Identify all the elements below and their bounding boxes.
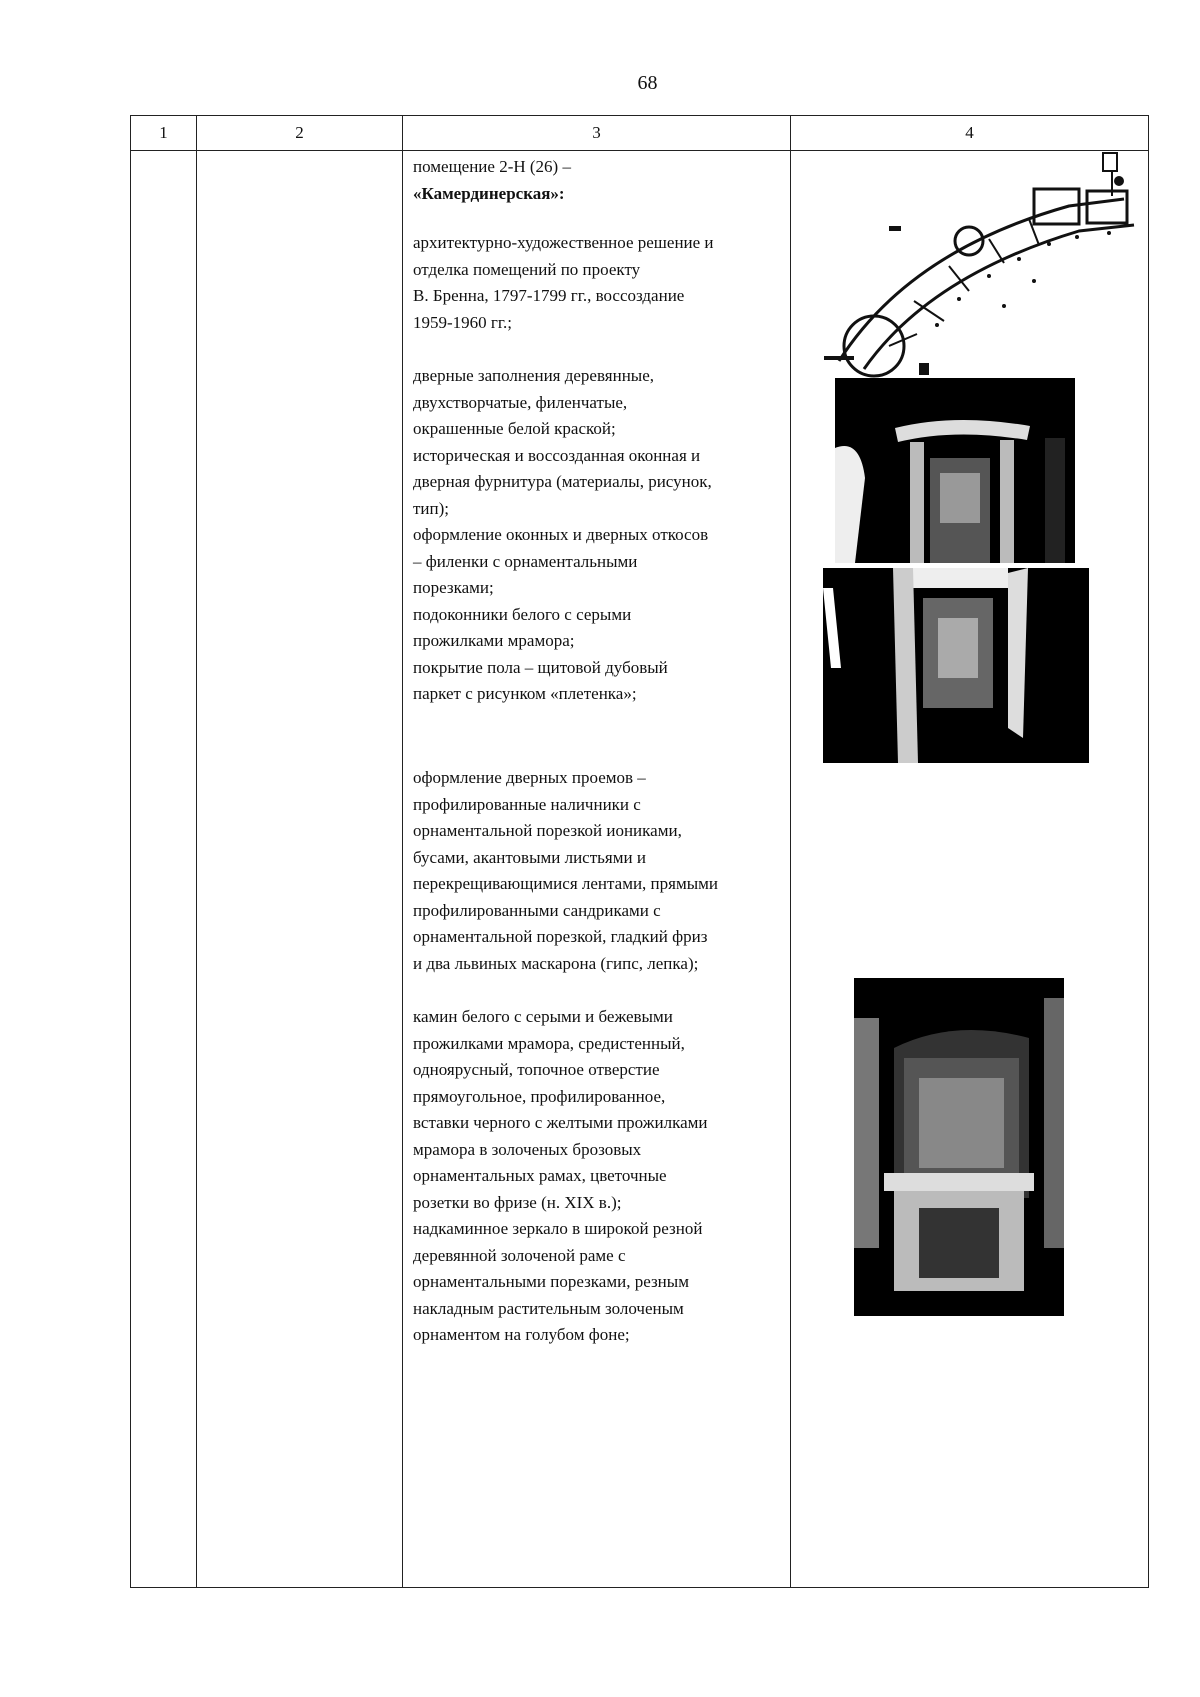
page-number: 68 bbox=[637, 72, 658, 94]
header-col-3: 3 bbox=[403, 116, 791, 151]
paragraph-door-openings: оформление дверных проемов – профилированные наличники с орнаментальной порезкой иониками, бусами, акантовыми листьями и перекрещивающимися лентами, прямыми профилированными сандриками с орнаментальной порезкой, гладкий фриз и два львиных маскарона (гипс, лепка); bbox=[413, 768, 719, 973]
header-col-4: 4 bbox=[791, 116, 1149, 151]
table-row bbox=[131, 151, 1149, 1588]
header-col-1: 1 bbox=[131, 116, 197, 151]
document-table bbox=[130, 115, 1149, 1588]
cell-col-1 bbox=[131, 151, 197, 1588]
fireplace-photo bbox=[854, 938, 1064, 1316]
door-photo-1 bbox=[835, 378, 1075, 563]
room-title: помещение 2-Н (26) – bbox=[413, 157, 571, 176]
description-cell bbox=[403, 151, 791, 1588]
door-photo-2 bbox=[823, 568, 1089, 763]
room-name: «Камердинерская»: bbox=[413, 183, 565, 203]
illustrations-cell bbox=[791, 151, 1149, 1588]
paragraph-architecture: архитектурно-художественное решение и отделка помещений по проекту В. Бренна, 1797-1799 гг., воссоздание 1959-1960 гг.; bbox=[413, 233, 714, 332]
room-heading bbox=[413, 154, 785, 207]
floor-plan-image bbox=[819, 141, 1149, 379]
cell-col-2 bbox=[197, 151, 403, 1588]
paragraph-doors-windows: дверные заполнения деревянные, двухстворчатые, филенчатые, окрашенные белой краской; историческая и воссозданная оконная и дверная фурнитура (материалы, рисунок, тип); оформление оконных и дверных откосов – филенки с орнаментальными порезками; подоконники белого с серыми прожилками мрамора; покрытие пола – щитовой дубовый паркет с рисунком «плетенка»; bbox=[413, 366, 712, 703]
header-col-2: 2 bbox=[197, 116, 403, 151]
paragraph-fireplace: камин белого с серыми и бежевыми прожилками мрамора, средистенный, одноярусный, топочное отверстие прямоугольное, профилированное, вставки черного с желтыми прожилками мрамора в золоченых брозовых орнаментальных рамах, цветочные розетки во фризе (н. XIX в.); надкаминное зеркало в широкой резной деревянной золоченой раме с орнаментальными порезками, резным накладным растительным золоченым орнаментом на голубом фоне; bbox=[413, 1007, 708, 1344]
